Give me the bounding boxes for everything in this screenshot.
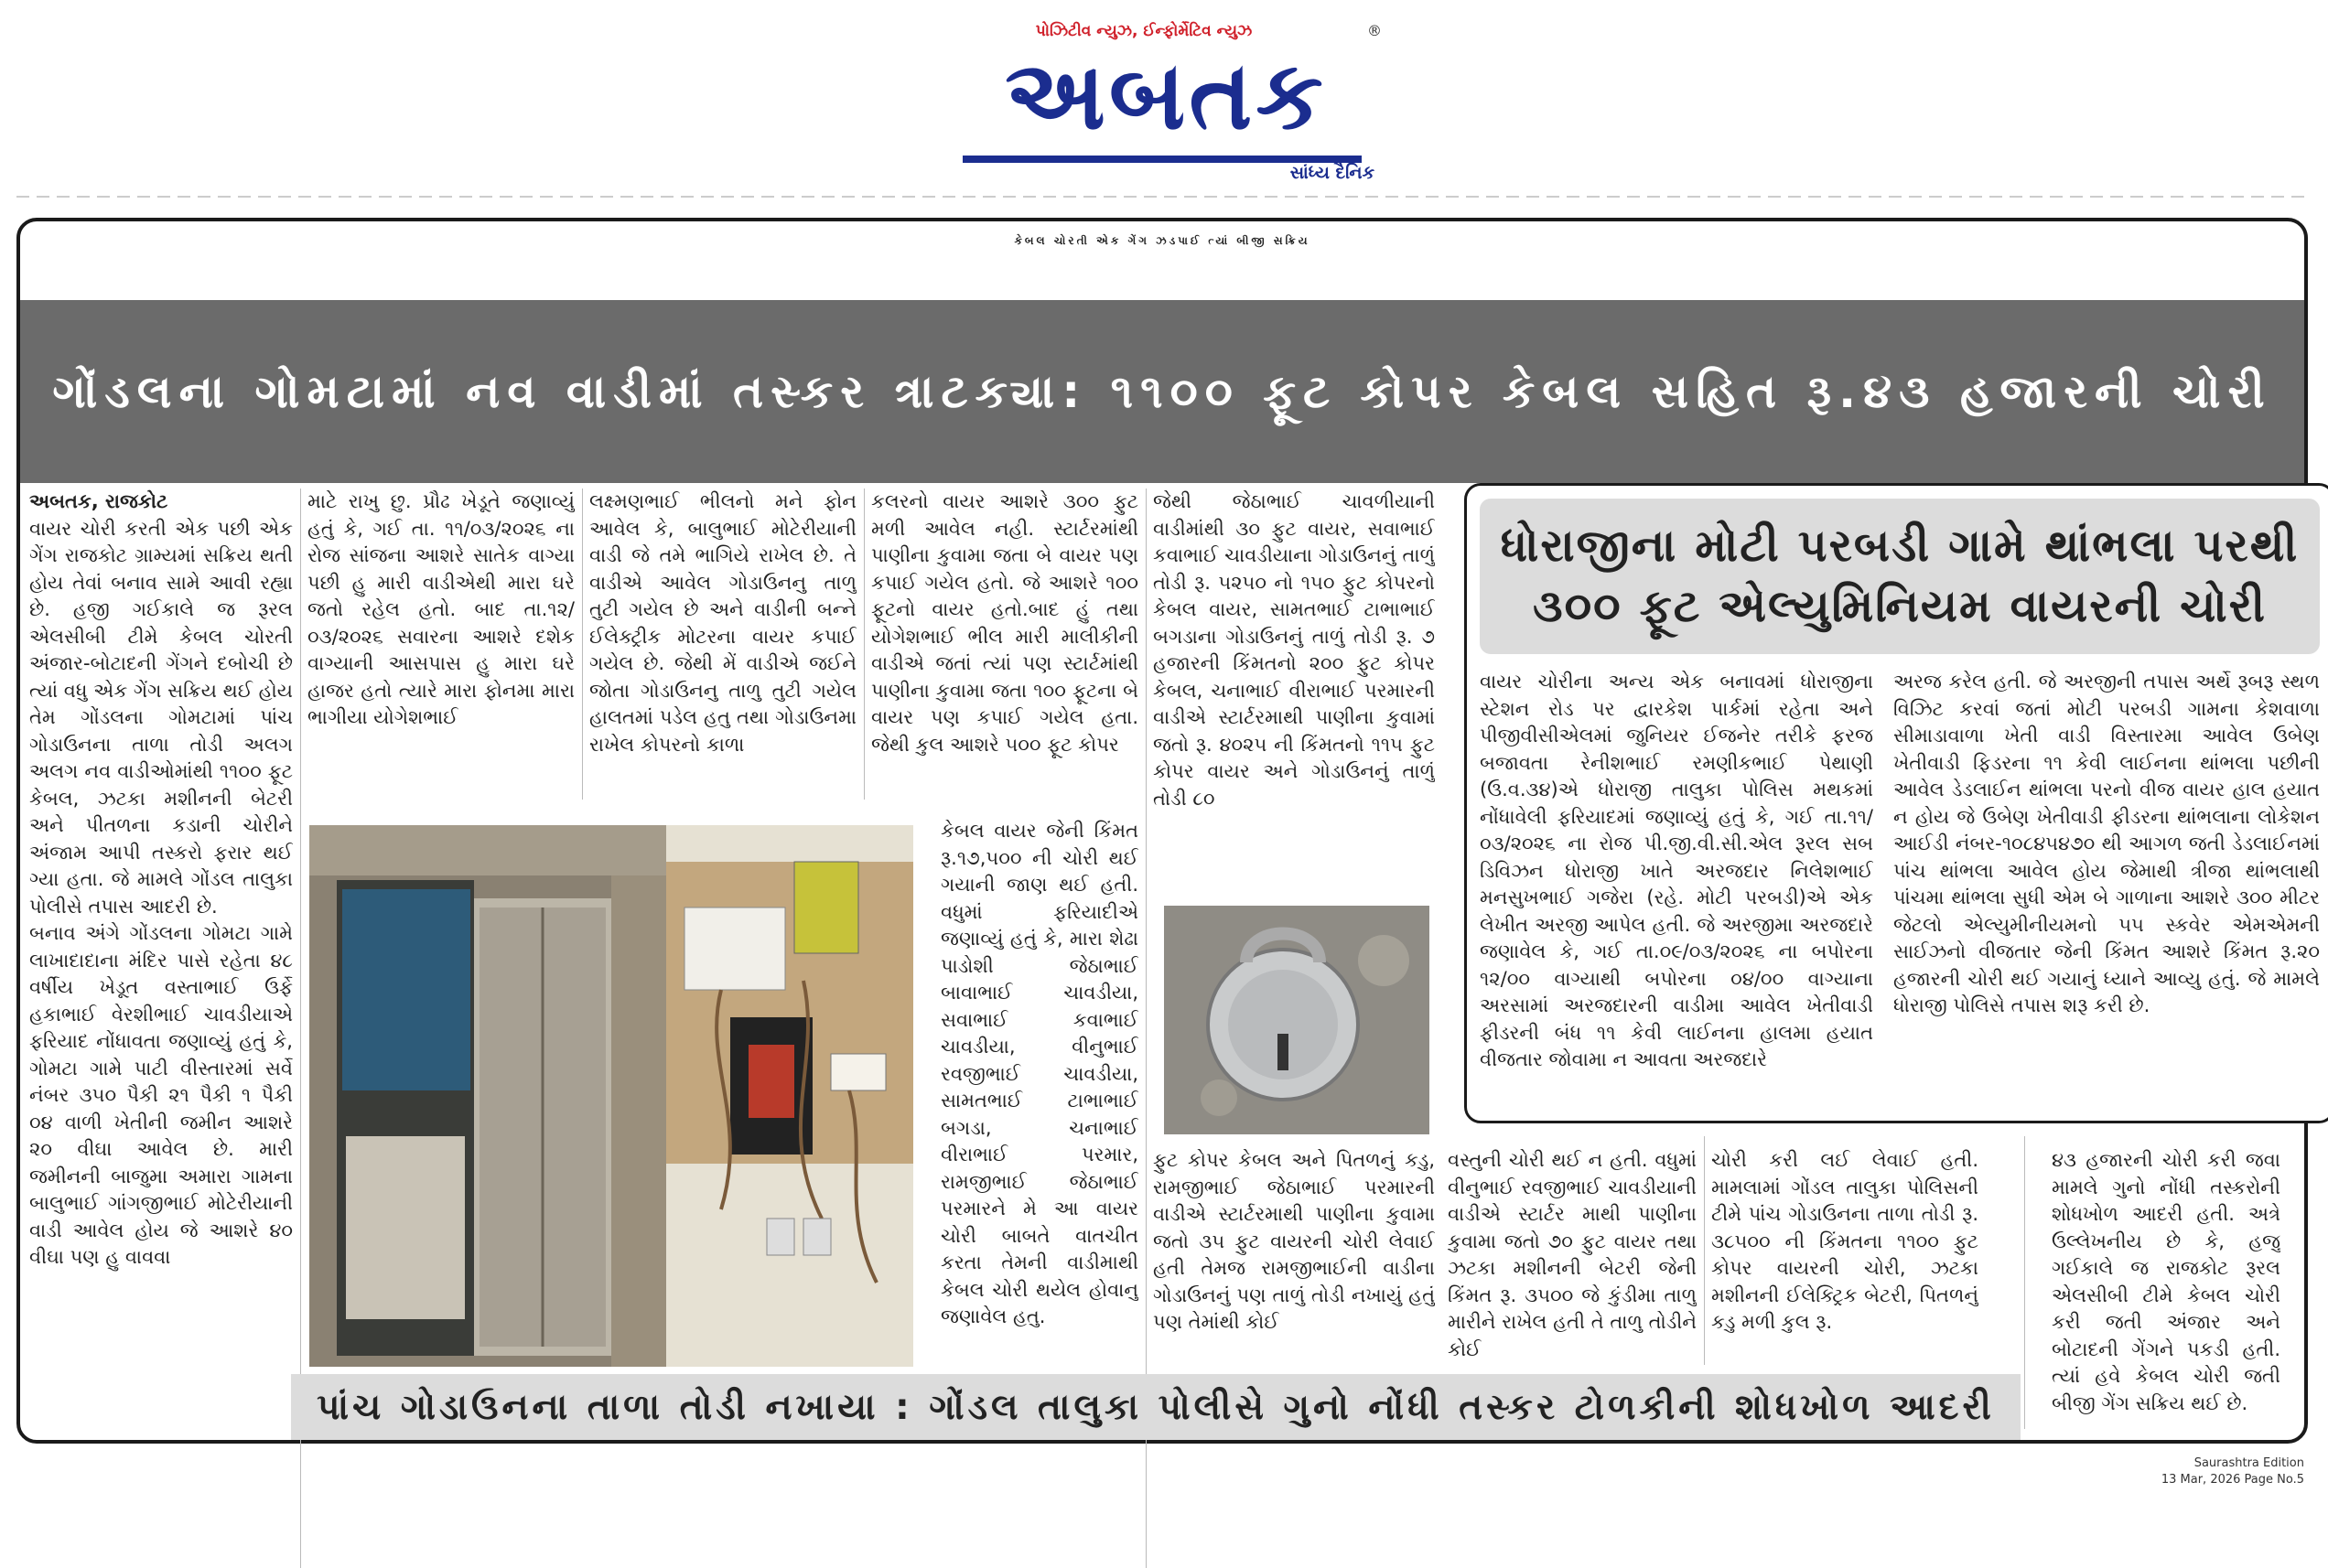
masthead-tagline: પોઝિટીવ ન્યુઝ, ઈન્ફોર્મેટિવ ન્યુઝ — [1035, 22, 1253, 40]
byline: અબતક, રાજકોટ — [29, 490, 168, 512]
godown-door-photo — [309, 825, 666, 1367]
kicker-headline: કેબલ ચોરતી એક ગેંગ ઝડપાઈ ત્યાં બીજી સક્રિય — [1014, 234, 1310, 247]
story-column-4-continued — [941, 818, 1138, 1550]
masthead-rule — [16, 188, 2312, 205]
side-story-column-1 — [1480, 669, 1873, 1108]
electric-panel-image — [666, 825, 913, 1367]
main-headline-bar — [20, 300, 2304, 483]
masthead-subtitle: સાંધ્ય દૈનિક — [1289, 163, 1374, 183]
story-column-5-continued — [1153, 1147, 1435, 1367]
newspaper-logo — [955, 39, 1376, 151]
side-story-paragraph: વાયર ચોરીના અન્ય એક બનાવમાં ધોરાજીના સ્ટેશન રોડ પર દ્વારકેશ પાર્કમાં રહેતા અને પીજીવીસીએલમાં જુનિયર ઈજનેર તરીકે ફરજ બજાવતા રેનીશભાઈ રમણીકભાઈ પેથાણી (ઉ.વ.૩૪)એ ધોરાજી તાલુકા પોલિસ મથકમાં નોંધાવેલી ફરિયાદમાં જણાવ્યું હતું કે, ગઈ તા.૧૧/ ૦૩/૨૦૨૬ ના રોજ પી.જી.વી.સી.એલ રૂરલ સબ ડિવિઝન ધોરાજી ખાતે અરજદાર નિલેશભાઈ મનસુખભાઈ ગજેરા (રહે. મોટી પરબડી)એ એક લેખીત અરજી આપેલ હતી. જે અરજીમા અરજદારે જણાવેલ કે, ગઈ તા.૦૯/૦૩/૨૦૨૬ ના બપોરના ૧૨/૦૦ વાગ્યાથી બપોરના ૦૪/૦૦ વાગ્યાના અરસામાં અરજદારની વાડીમા આવેલ ખેતીવાડી ફીડરની બંધ ૧૧ કેવી લાઈનના હાલમા હયાત વીજતાર જોવામા ન આવતા અરજદારે — [1480, 671, 1873, 1070]
story-column-2 — [307, 489, 575, 790]
story-column-6 — [1448, 1147, 1697, 1367]
side-story-box — [1464, 483, 2328, 1123]
story-paragraph: કેબલ વાયર જેની કિંમત રૂ.૧૭,૫૦૦ ની ચોરી થઈ ગયાની જાણ થઈ હતી. વધુમાં ફરિયાદીએ જણાવ્યું હતું કે, મારા શેઢા પાડોશી જેઠાભાઈ બાવાભાઈ ચાવડીયા, સવાભાઈ કવાભાઈ ચાવડીયા, વીનુભાઈ રવજીભાઈ ચાવડીયા, સામતભાઈ ટાભાભાઈ બગડા, ચનાભાઈ વીરાભાઈ પરમાર, રામજીભાઈ જેઠાભાઈ પરમારને મે આ વાયર ચોરી બાબતે વાતચીત કરતા તેમની વાડીમાથી કેબલ ચોરી થયેલ હોવાનુ જણાવેલ હતુ. — [941, 820, 1138, 1327]
story-paragraph: ૪૩ હજારની ચોરી કરી જવા મામલે ગુનો નોંધી તસ્કરોની શોધખોળ આદરી હતી. અત્રે ઉલ્લેખનીય છે કે, હજુ ગઈકાલે જ રાજકોટ રૂરલ એલસીબી ટીમે કેબલ ચોરી કરી જતી અંજાર અને બોટાદની ગેંગને પકડી હતી. ત્યાં હવે કેબલ ચોરી જતી બીજી ગેંગ સક્રિય થઈ છે. — [2052, 1149, 2280, 1414]
story-column-7 — [1711, 1147, 1978, 1367]
story-column-4 — [871, 489, 1138, 790]
broken-lock-image — [1164, 906, 1429, 1134]
story-paragraph: માટે રાખુ છુ. પ્રૌઢ ખેડૂતે જણાવ્યું હતું કે, ગઈ તા. ૧૧/૦૩/૨૦૨૬ ના રોજ સાંજના આશરે સાતેક વાગ્યા પછી હુ મારી વાડીએથી મારા ઘરે જતો રહેલ હતો. બાદ તા.૧૨/ ૦૩/૨૦૨૬ સવારના આશરે દશેક વાગ્યાની આસપાસ હુ મારા ઘરે હાજર હતો ત્યારે મારા ફોનમા મારા ભાગીયા યોગેશભાઈ — [307, 490, 575, 728]
story-paragraph: બનાવ અંગે ગોંડલના ગોમટા ગામે લાખાદાદાના મંદિર પાસે રહેતા ૪૮ વર્ષીય ખેડૂત વસ્તાભાઈ ઉર્ફે હકાભાઈ વેરશીભાઈ ચાવડીયાએ ફરિયાદ નોંધાવતા જણાવ્યું હતું કે, ગોમટા ગામે પાટી વીસ્તારમાં સર્વે નંબર ૩૫૦ પૈકી ૨૧ પૈકી ૧ પૈકી ૦૪ વાળી ખેતીની જમીન આશરે ૨૦ વીઘા આવેલ છે. મારી જમીનની બાજુમા અમારા ગામના બાલુભાઈ ગાંગજીભાઈ મોટેરીયાની વાડી આવેલ હોય જે આશરે ૪૦ વીઘા પણ હુ વાવવા — [29, 922, 293, 1268]
story-paragraph: વાયર ચોરી કરતી એક પછી એક ગેંગ રાજકોટ ગ્રામ્યમાં સક્રિય થતી હોય તેવાં બનાવ સામે આવી રહ્યા છે. હજી ગઈકાલે જ રૂરલ એલસીબી ટીમે કેબલ ચોરતી અંજાર-બોટાદની ગેંગને દબોચી છે ત્યાં વધુ એક ગેંગ સક્રિય થઈ હોય તેમ ગોંડલના ગોમટામાં પાંચ ગોડાઉનના તાળા તોડી અલગ અલગ નવ વાડીઓમાંથી ૧૧૦૦ ફૂટ કેબલ, ઝટકા મશીનની બેટરી અને પીતળના કડાની ચોરીને અંજામ આપી તસ્કરો ફરાર થઈ ગ્યા હતા. જે મામલે ગોંડલ તાલુકા પોલીસે તપાસ આદરી છે. — [29, 517, 293, 918]
story-column-3 — [589, 489, 857, 790]
story-column-1 — [29, 489, 293, 1568]
faint-dateline-rule — [16, 188, 2312, 205]
story-paragraph: ચોરી કરી લઈ લેવાઈ હતી. મામલામાં ગોંડલ તાલુકા પોલિસની ટીમે પાંચ ગોડાઉનના તાળા તોડી રૂ. ૩૮૫૦૦ ની કિંમતના ૧૧૦૦ ફુટ કોપર વાયરની ચોરી, ઝટકા મશીનની ઈલેક્ટ્રિક બેટરી, પિતળનું કડુ મળી કુલ રૂ. — [1711, 1149, 1978, 1333]
news-page-frame — [16, 218, 2320, 1444]
column-divider — [2024, 1136, 2025, 1429]
electric-panel-photo — [666, 825, 913, 1367]
story-paragraph: વસ્તુની ચોરી થઈ ન હતી. વધુમાં વીનુભાઈ રવજીભાઈ ચાવડીયાની વાડીએ સ્ટાર્ટર માથી પાણીના કુવામા જતો ૭૦ ફુટ વાયર તથા ઝટકા મશીનની બેટરી જેની કિંમત રૂ. ૩૫૦૦ જે કુંડીમા તાળુ મારીને રાખેલ હતી તે તાળુ તોડીને કોઈ — [1448, 1149, 1697, 1360]
column-divider — [1704, 1136, 1705, 1365]
story-column-8 — [2052, 1147, 2280, 1440]
date-page-label: 13 Mar, 2026 Page No.5 — [2161, 1473, 2304, 1487]
logo-underline — [963, 156, 1362, 163]
column-divider — [864, 489, 865, 800]
main-headline: ગોંડલના ગોમટામાં નવ વાડીમાં તસ્કર ત્રાટક્યા: ૧૧૦૦ ફૂટ કોપર કેબલ સહિત રૂ.૪૩ હજારની ચોરી — [52, 364, 2272, 418]
story-paragraph: ફુટ કોપર કેબલ અને પિતળનું કડુ, રામજીભાઈ જેઠાભાઈ પરમારની વાડીએ સ્ટાર્ટરમાથી પાણીના કુવામા જતો ૩૫ ફુટ વાયરની ચોરી લેવાઈ હતી તેમજ રામજીભાઈની વાડીના ગોડાઉનનું પણ તાળું તોડી નખાયું હતું પણ તેમાંથી કોઈ — [1153, 1149, 1435, 1333]
story-paragraph: લક્ષ્મણભાઈ ભીલનો મને ફોન આવેલ કે, બાલુભાઈ મોટેરીયાની વાડી જે તમે ભાગિયે રાખેલ છે. તે વાડીએ આવેલ ગોડાઉનનુ તાળુ તુટી ગયેલ છે અને વાડીની બન્ને ઈલેક્ટ્રીક મોટરના વાયર કપાઈ ગયેલ છે. જેથી મેં વાડીએ જઈને જોતા ગોડાઉનનુ તાળુ તુટી ગયેલ હાલતમાં પડેલ હતુ તથા ગોડાઉનમા રાખેલ કોપરનો કાળા — [589, 490, 857, 756]
story-paragraph: જેથી જેઠાભાઈ ચાવળીયાની વાડીમાંથી ૩૦ ફુટ વાયર, સવાભાઈ કવાભાઈ ચાવડીયાના ગોડાઉનનું તાળું તોડી રૂ. ૫૨૫૦ નો ૧૫૦ ફુટ કોપરનો કેબલ વાયર, સામતભાઈ ટાભાભાઈ બગડાના ગોડાઉનનું તાળું તોડી રૂ. ૭ હજારની કિંમતનો ૨૦૦ ફુટ કોપર કેબલ, ચનાભાઈ વીરાભાઈ પરમારની વાડીએ સ્ટાર્ટરમાથી પાણીના કુવામાં જતો રૂ. ૪૦૨૫ ની કિંમતનો ૧૧૫ ફુટ કોપર વાયર અને ગોડાઉનનું તાળું તોડી ૮૦ — [1153, 490, 1435, 810]
side-story-column-2 — [1893, 669, 2320, 1108]
column-divider — [582, 489, 583, 800]
godown-door-image — [309, 825, 666, 1367]
logo-text: અબતક — [1005, 39, 1327, 151]
bottom-subheadline-bar — [291, 1374, 2021, 1440]
side-story-headline — [1480, 499, 2320, 654]
side-headline-line-2: ૩૦૦ ફૂટ એલ્યુમિનિયમ વાયરની ચોરી — [1533, 580, 2267, 632]
side-headline-line-1: ધોરાજીના મોટી પરબડી ગામે થાંભલા પરથી — [1500, 520, 2300, 572]
edition-label: Saurashtra Edition — [2193, 1456, 2304, 1470]
bottom-subheadline: પાંચ ગોડાઉનના તાળા તોડી નખાયા : ગોંડલ તાલુકા પોલીસે ગુનો નોંધી તસ્કર ટોળકીની શોધખોળ આદરી — [317, 1386, 1995, 1428]
story-column-5 — [1153, 489, 1435, 909]
side-story-paragraph: અરજ કરેલ હતી. જે અરજીની તપાસ અર્થે રૂબરૂ સ્થળ વિઝિટ કરવાં જતાં મોટી પરબડી ગામના કેશવાળા સીમાડાવાળા ખેતી વાડી વિસ્તારમા આવેલ ઉબેણ ખેતીવાડી ફિડરના ૧૧ કેવી લાઈનના થાંભલા પછીની આવેલ ડેડલાઈન થાંભલા પરનો વીજ વાયર હાલ હયાત ન હોય જે ઉબેણ ખેતીવાડી ફીડરના થાંભલાના લોકેશન આઈડી નંબર-૧૦૮૪૫૪૭૦ થી આગળ જતી ડેડલાઈનમાં પાંચ થાંભલા આવેલ હોય જેમાથી ત્રીજા થાંભલાથી પાંચમા થાંભલા સુધી એમ બે ગાળાના આશરે ૩૦૦ મીટર જેટલો એલ્યુમીનીયમનો ૫૫ સ્કવેર એમએમની સાઈઝનો વીજતાર જેની કિંમત આશરે કિંમત રૂ.૨૦ હજારની ચોરી થઈ ગયાનું ધ્યાને આવ્યુ હતું. જે મામલે ધોરાજી પોલિસે તપાસ શરૂ કરી છે. — [1893, 671, 2320, 1016]
registered-mark: ® — [1367, 22, 1382, 39]
broken-lock-photo — [1164, 906, 1429, 1134]
story-paragraph: કલરનો વાયર આશરે ૩૦૦ ફુટ મળી આવેલ નહી. સ્ટાર્ટરમાંથી પાણીના કુવામા જતા બે વાયર પણ કપાઈ ગયેલ હતો. જે આશરે ૧૦૦ ફૂટનો વાયર હતો.બાદ હું તથા યોગેશભાઈ ભીલ મારી માલીકીની વાડીએ જતાં ત્યાં પણ સ્ટાર્ટમાંથી પાણીના કુવામા જતા ૧૦૦ ફૂટના બે વાયર પણ કપાઈ ગયેલ હતા. જેથી કુલ આશરે ૫૦૦ ફૂટ કોપર — [871, 490, 1138, 756]
masthead — [952, 11, 1382, 185]
